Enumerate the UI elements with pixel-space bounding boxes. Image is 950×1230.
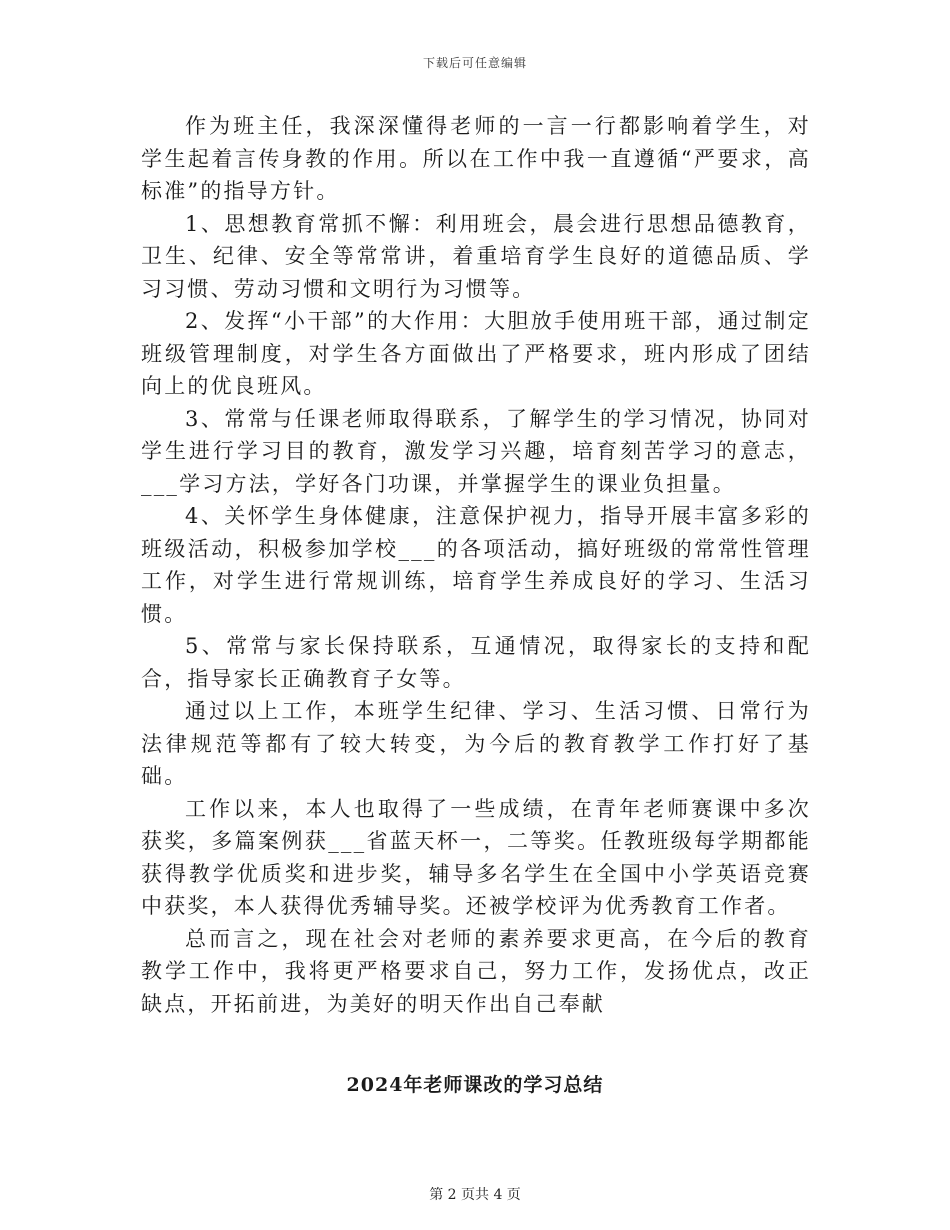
document-body <box>141 110 811 1020</box>
paragraph-item-1: 1、思想教育常抓不懈：利用班会，晨会进行思想品德教育，卫生、纪律、安全等常常讲，着重培育学生良好的道德品质、学习习惯、劳动习惯和文明行为习惯等。 <box>141 211 811 301</box>
paragraph-achievements: 工作以来，本人也取得了一些成绩，在青年老师赛课中多次获奖，多篇案例获___省蓝天杯一，二等奖。任教班级每学期都能获得教学优质奖和进步奖，辅导多名学生在全国中小学英语竞赛中获奖，本人获得优秀辅导奖。还被学校评为优秀教育工作者。 <box>141 796 811 918</box>
paragraph-intro: 作为班主任，我深深懂得老师的一言一行都影响着学生，对学生起着言传身教的作用。所以在工作中我一直遵循“严要求，高标准”的指导方针。 <box>141 114 811 203</box>
page-header: 下载后可任意编辑 <box>422 56 527 70</box>
next-section-title: 2024年老师课改的学习总结 <box>346 1074 604 1096</box>
paragraph-item-5: 5、常常与家长保持联系，互通情况，取得家长的支持和配合，指导家长正确教育子女等。 <box>141 634 811 691</box>
paragraph-result: 通过以上工作，本班学生纪律、学习、生活习惯、日常行为法律规范等都有了较大转变，为今后的教育教学工作打好了基础。 <box>141 699 811 788</box>
paragraph-item-2: 2、发挥“小干部”的大作用：大胆放手使用班干部，通过制定班级管理制度，对学生各方面做出了严格要求，班内形成了团结向上的优良班风。 <box>141 309 811 398</box>
paragraph-conclusion: 总而言之，现在社会对老师的素养要求更高，在今后的教育教学工作中，我将更严格要求自己，努力工作，发扬优点，改正缺点，开拓前进，为美好的明天作出自己奉献 <box>141 926 811 1016</box>
paragraph-item-3: 3、常常与任课老师取得联系，了解学生的学习情况，协同对学生进行学习目的教育，激发学习兴趣，培育刻苦学习的意志，___学习方法，学好各门功课，并掌握学生的课业负担量。 <box>141 406 811 496</box>
page-footer: 第 2 页共 4 页 <box>429 1187 521 1203</box>
paragraph-item-4: 4、关怀学生身体健康，注意保护视力，指导开展丰富多彩的班级活动，积极参加学校___的各项活动，搞好班级的常常性管理工作，对学生进行常规训练，培育学生养成良好的学习、生活习惯。 <box>141 504 811 626</box>
